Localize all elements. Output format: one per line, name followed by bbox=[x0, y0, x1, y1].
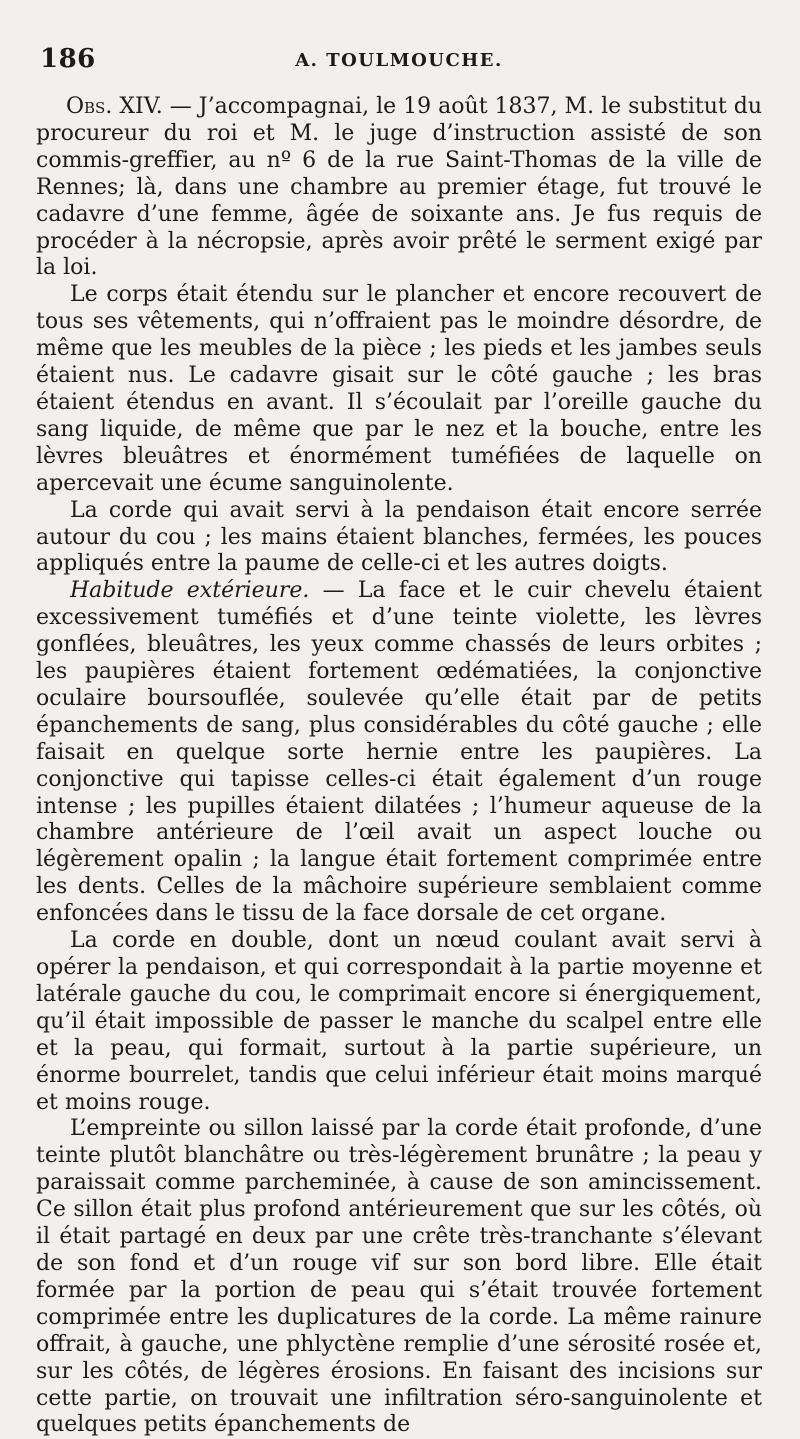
observation-dash: — bbox=[162, 94, 199, 119]
paragraph-cord: La corde qui avait servi à la pendaison était encore serrée autour du cou ; les mains étaient blanches, fermées, les pouces appliqués entre la paume de celle-ci et les autres doigts. bbox=[36, 497, 762, 577]
page-number: 186 bbox=[40, 44, 96, 74]
observation-label: Obs. XIV. bbox=[66, 94, 163, 119]
page-header bbox=[36, 44, 762, 80]
observation-text: J’accompagnai, le 19 août 1837, M. le substitut du procureur du roi et M. le juge d’instruction assisté de son commis-greffier, au nº 6 de la rue Saint-Thomas de la ville de Rennes; là, dans une chambre au premier étage, fut trouvé le cadavre d’une femme, âgée de soixante ans. Je fus requis de procéder à la nécropsie, après avoir prêté le serment exigé par la loi. bbox=[36, 94, 762, 281]
paragraph-body-position: Le corps était étendu sur le plancher et encore recouvert de tous ses vêtements, qui n’offraient pas le moindre désordre, de même que les meubles de la pièce ; les pieds et les jambes seuls étaient nus. Le cadavre gisait sur le côté gauche ; les bras étaient étendus en avant. Il s’écoulait par l’oreille gauche du sang liquide, de même que par le nez et la bouche, entre les lèvres bleuâtres et énormément tuméfiées de laquelle on apercevait une écume sanguinolente. bbox=[36, 282, 762, 496]
body-text bbox=[36, 94, 762, 1439]
paragraph-furrow: L’empreinte ou sillon laissé par la corde était profonde, d’une teinte plutôt blanchâtre ou très-légèrement brunâtre ; la peau y paraissait comme parcheminée, à cause de son amincissement. Ce sillon était plus profond antérieurement que sur les côtés, où il était partagé en deux par une crête très-tranchante s’élevant de son fond et d’un rouge vif sur son bord libre. Elle était formée par la portion de peau qui s’était trouvée fortement comprimée entre les duplicatures de la corde. La même rainure offrait, à gauche, une phlyctène remplie d’une sérosité rosée et, sur les côtés, de légères érosions. En faisant des incisions sur cette partie, on trouvait une infiltration séro-sanguinolente et quelques petits épanchements de bbox=[36, 1116, 762, 1438]
paragraph-double-cord: La corde en double, dont un nœud coulant avait servi à opérer la pendaison, et qui correspondait à la partie moyenne et latérale gauche du cou, le comprimait encore si énergiquement, qu’il était impossible de passer le manche du scalpel entre elle et la peau, qui formait, surtout à la partie supérieure, un énorme bourrelet, tandis que celui inférieur était moins marqué et moins rouge. bbox=[36, 928, 762, 1115]
paragraph-observation bbox=[36, 94, 762, 282]
section-title: Habitude extérieure. bbox=[70, 578, 310, 604]
paragraph-external-habit bbox=[36, 578, 762, 928]
section-text: La face et le cuir chevelu étaient excessivement tuméfiés et d’une teinte violette, les lèvres gonflées, bleuâtres, les yeux comme chassés de leurs orbites ; les paupières étaient fortement œdématiées, la conjonctive oculaire boursouflée, soulevée qu’elle était par de petits épanchements de sang, plus considérables du côté gauche ; elle faisait en quelque sorte hernie entre les paupières. La conjonctive qui tapisse celles-ci était également d’un rouge intense ; les pupilles étaient dilatées ; l’humeur aqueuse de la chambre antérieure de l’œil avait un aspect louche ou légèrement opalin ; la langue était fortement comprimée entre les dents. Celles de la mâchoire supérieure semblaient comme enfoncées dans le tissu de la face dorsale de cet organe. bbox=[36, 578, 762, 927]
running-head: A. TOULMOUCHE. bbox=[295, 50, 503, 71]
section-dash: — bbox=[309, 578, 358, 604]
